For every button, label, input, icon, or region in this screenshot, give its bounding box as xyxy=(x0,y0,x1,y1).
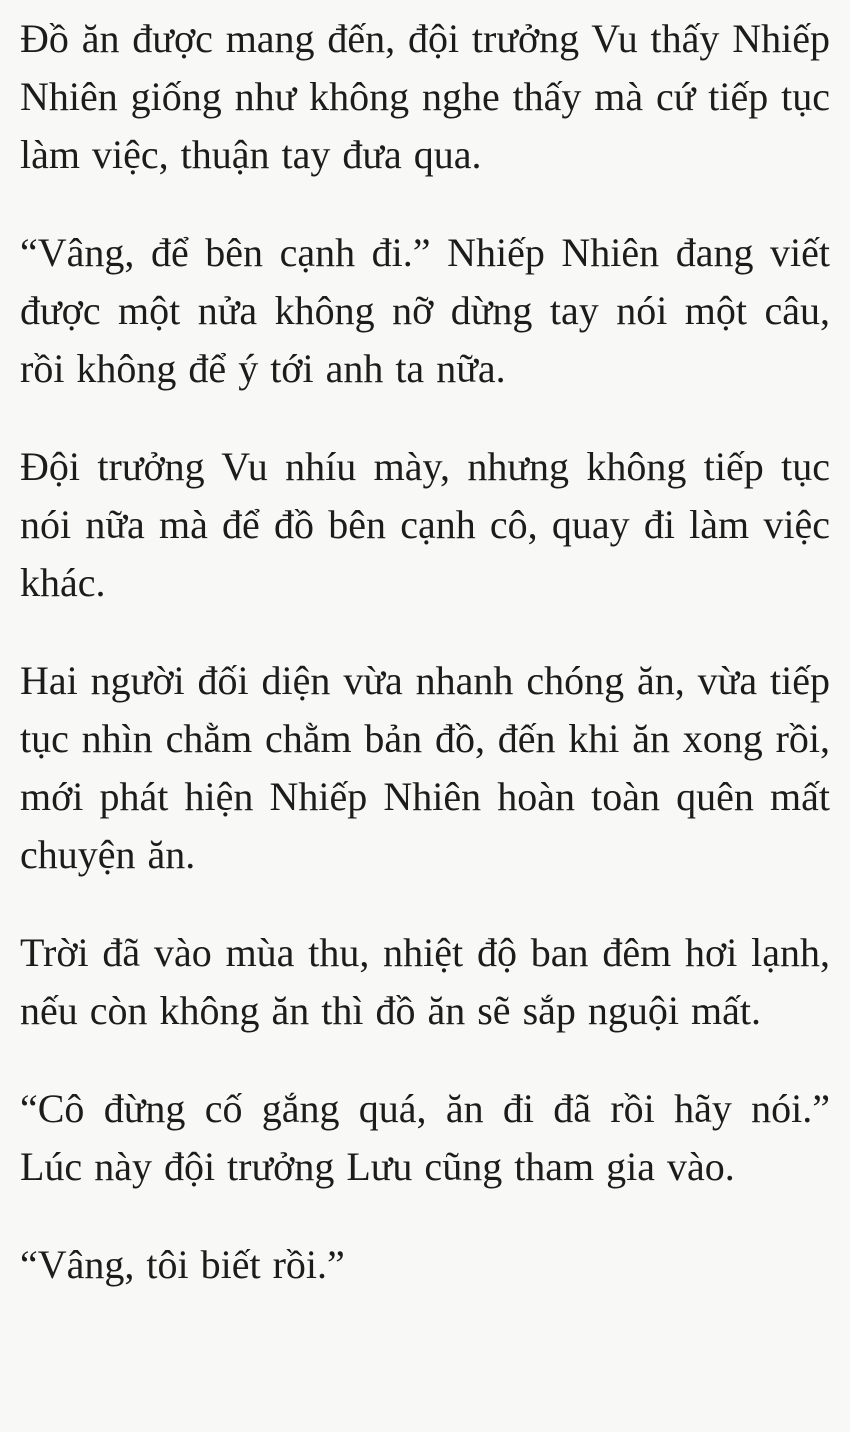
story-paragraph: “Vâng, tôi biết rồi.” xyxy=(20,1242,345,1287)
story-paragraph: Trời đã vào mùa thu, nhiệt độ ban đêm hơi lạnh, nếu còn không ăn thì đồ ăn sẽ sắp nguội mất. xyxy=(20,930,830,1033)
story-paragraph: “Vâng, để bên cạnh đi.” Nhiếp Nhiên đang viết được một nửa không nỡ dừng tay nói một câu, rồi không để ý tới anh ta nữa. xyxy=(20,230,830,391)
story-paragraph: Đội trưởng Vu nhíu mày, nhưng không tiếp tục nói nữa mà để đồ bên cạnh cô, quay đi làm việc khác. xyxy=(20,444,830,605)
story-paragraph: Đồ ăn được mang đến, đội trưởng Vu thấy Nhiếp Nhiên giống như không nghe thấy mà cứ tiếp tục làm việc, thuận tay đưa qua. xyxy=(20,16,830,177)
story-paragraph: “Cô đừng cố gắng quá, ăn đi đã rồi hãy nói.” Lúc này đội trưởng Lưu cũng tham gia vào. xyxy=(20,1086,830,1189)
story-paragraph: Hai người đối diện vừa nhanh chóng ăn, vừa tiếp tục nhìn chằm chằm bản đồ, đến khi ăn xong rồi, mới phát hiện Nhiếp Nhiên hoàn toàn quên mất chuyện ăn. xyxy=(20,658,830,877)
